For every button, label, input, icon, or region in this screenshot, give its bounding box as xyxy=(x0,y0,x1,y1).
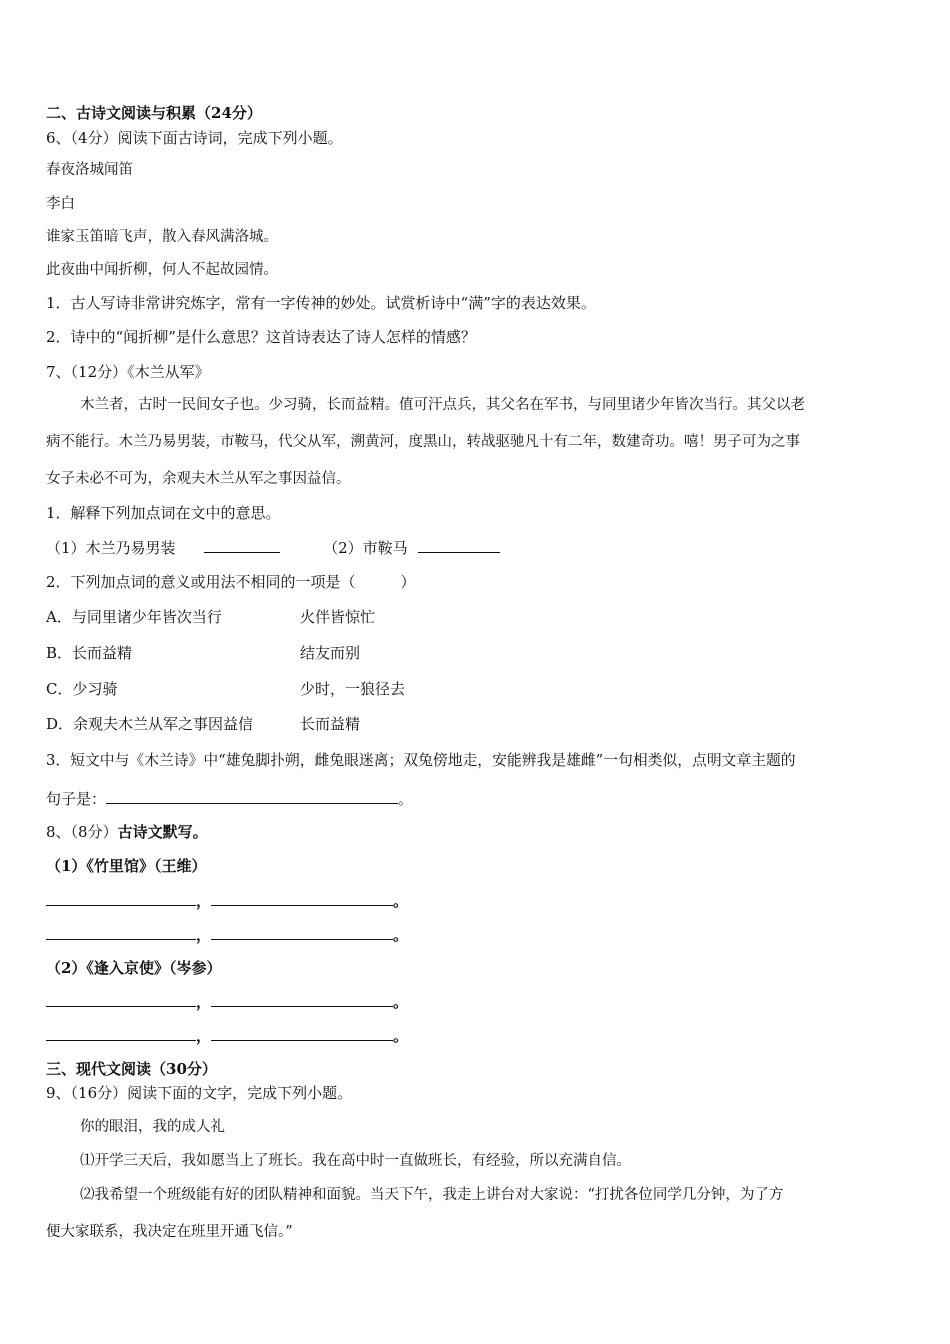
q8-part2-line1 xyxy=(46,991,408,1012)
q8-intro-title: 古诗文默写。 xyxy=(117,823,208,841)
poem-line-1: 谁家玉笛暗飞声，散入春风满洛城。 xyxy=(46,229,278,245)
article-title: 你的眼泪，我的成人礼 xyxy=(80,1119,225,1135)
answer-blank-2[interactable] xyxy=(418,537,500,553)
comma: ， xyxy=(196,1027,212,1045)
q7-sub1: 1．解释下列加点词在文中的意思。 xyxy=(46,504,281,522)
q8-part1: （1）《竹里馆》（王维） xyxy=(46,857,207,875)
period: 。 xyxy=(393,926,409,944)
q7-sub2: 2．下列加点词的意义或用法不相同的一项是（ ） xyxy=(46,573,416,591)
article-p2-line2: 便大家联系，我决定在班里开通飞信。” xyxy=(46,1224,293,1240)
q7-sub1-a: （1）木兰乃易男装 xyxy=(46,539,176,557)
q8-intro-num: 8、（8分） xyxy=(46,823,118,841)
q7-sub3-line2 xyxy=(46,788,413,809)
choice-a-left: A．与同里诸少年皆次当行 xyxy=(46,608,222,626)
poem-title: 春夜洛城闻笛 xyxy=(46,162,133,178)
answer-blank-8[interactable] xyxy=(46,991,196,1007)
q7-sub1-b: （2）市鞍马 xyxy=(323,539,408,557)
q7-sub3-suffix: 。 xyxy=(398,790,414,808)
choice-c xyxy=(46,679,906,699)
passage-line-3: 女子未必不可为，余观夫木兰从军之事因益信。 xyxy=(46,471,351,487)
choice-c-left: C．少习骑 xyxy=(46,680,118,698)
q8-part1-line2 xyxy=(46,924,408,945)
answer-blank-3[interactable] xyxy=(106,788,398,804)
article-p2-line1: ⑵我希望一个班级能有好的团队精神和面貌。当天下午，我走上讲台对大家说：“打扰各位同学几分钟，为了方 xyxy=(80,1187,784,1203)
choice-b-left: B．长而益精 xyxy=(46,644,133,662)
choice-a xyxy=(46,607,906,627)
comma: ， xyxy=(196,892,212,910)
choice-a-right: 火伴皆惊忙 xyxy=(300,608,376,626)
article-p1: ⑴开学三天后，我如愿当上了班长。我在高中时一直做班长，有经验，所以充满自信。 xyxy=(80,1153,631,1169)
choice-d-left: D．余观夫木兰从军之事因益信 xyxy=(46,715,254,733)
q6-sub2: 2．诗中的“闻折柳”是什么意思？这首诗表达了诗人怎样的情感？ xyxy=(46,328,476,346)
answer-blank-11[interactable] xyxy=(211,1025,393,1041)
answer-blank-5[interactable] xyxy=(211,890,393,906)
choice-b xyxy=(46,643,906,663)
choice-d-right: 长而益精 xyxy=(300,715,361,733)
q7-sub1-items xyxy=(46,537,500,558)
comma: ， xyxy=(196,926,212,944)
answer-blank-4[interactable] xyxy=(46,890,196,906)
q7-sub3-prefix: 句子是： xyxy=(46,790,107,808)
section2-heading: 二、古诗文阅读与积累（24分） xyxy=(46,104,262,122)
comma: ， xyxy=(196,993,212,1011)
choice-c-right: 少时，一狼径去 xyxy=(300,680,406,698)
poem-author: 李白 xyxy=(46,196,75,212)
q8-intro xyxy=(46,822,208,842)
q8-part2-line2 xyxy=(46,1025,408,1046)
answer-blank-1[interactable] xyxy=(204,537,280,553)
period: 。 xyxy=(393,993,409,1011)
q7-sub3-line1: 3．短文中与《木兰诗》中“雄兔脚扑朔，雌兔眼迷离；双兔傍地走，安能辨我是雄雌”一句相类似，点明文章主题的 xyxy=(46,752,796,769)
poem-line-2: 此夜曲中闻折柳，何人不起故园情。 xyxy=(46,262,278,278)
q8-part2: （2）《逢入京使》（岑参） xyxy=(46,959,222,977)
period: 。 xyxy=(393,1027,409,1045)
answer-blank-6[interactable] xyxy=(46,924,196,940)
passage-line-1: 木兰者，古时一民间女子也。少习骑，长而益精。值可汗点兵，其父名在军书，与同里诸少年皆次当行。其父以老 xyxy=(80,397,805,413)
q6-intro: 6、（4分）阅读下面古诗词，完成下列小题。 xyxy=(46,129,343,147)
period: 。 xyxy=(393,892,409,910)
answer-blank-7[interactable] xyxy=(211,924,393,940)
q8-part1-line1 xyxy=(46,890,408,911)
choice-b-right: 结友而别 xyxy=(300,644,361,662)
passage-line-2: 病不能行。木兰乃易男装，市鞍马，代父从军，溯黄河，度黑山，转战驱驰凡十有二年，数建奇功。嘻！男子可为之事 xyxy=(46,434,800,450)
q7-intro: 7、（12分）《木兰从军》 xyxy=(46,363,210,381)
choice-d xyxy=(46,714,906,734)
q6-sub1: 1．古人写诗非常讲究炼字，常有一字传神的妙处。试赏析诗中“满”字的表达效果。 xyxy=(46,294,596,312)
answer-blank-10[interactable] xyxy=(46,1025,196,1041)
section3-heading: 三、现代文阅读（30分） xyxy=(46,1060,217,1078)
answer-blank-9[interactable] xyxy=(211,991,393,1007)
q9-intro: 9、（16分）阅读下面的文字，完成下列小题。 xyxy=(46,1084,353,1102)
